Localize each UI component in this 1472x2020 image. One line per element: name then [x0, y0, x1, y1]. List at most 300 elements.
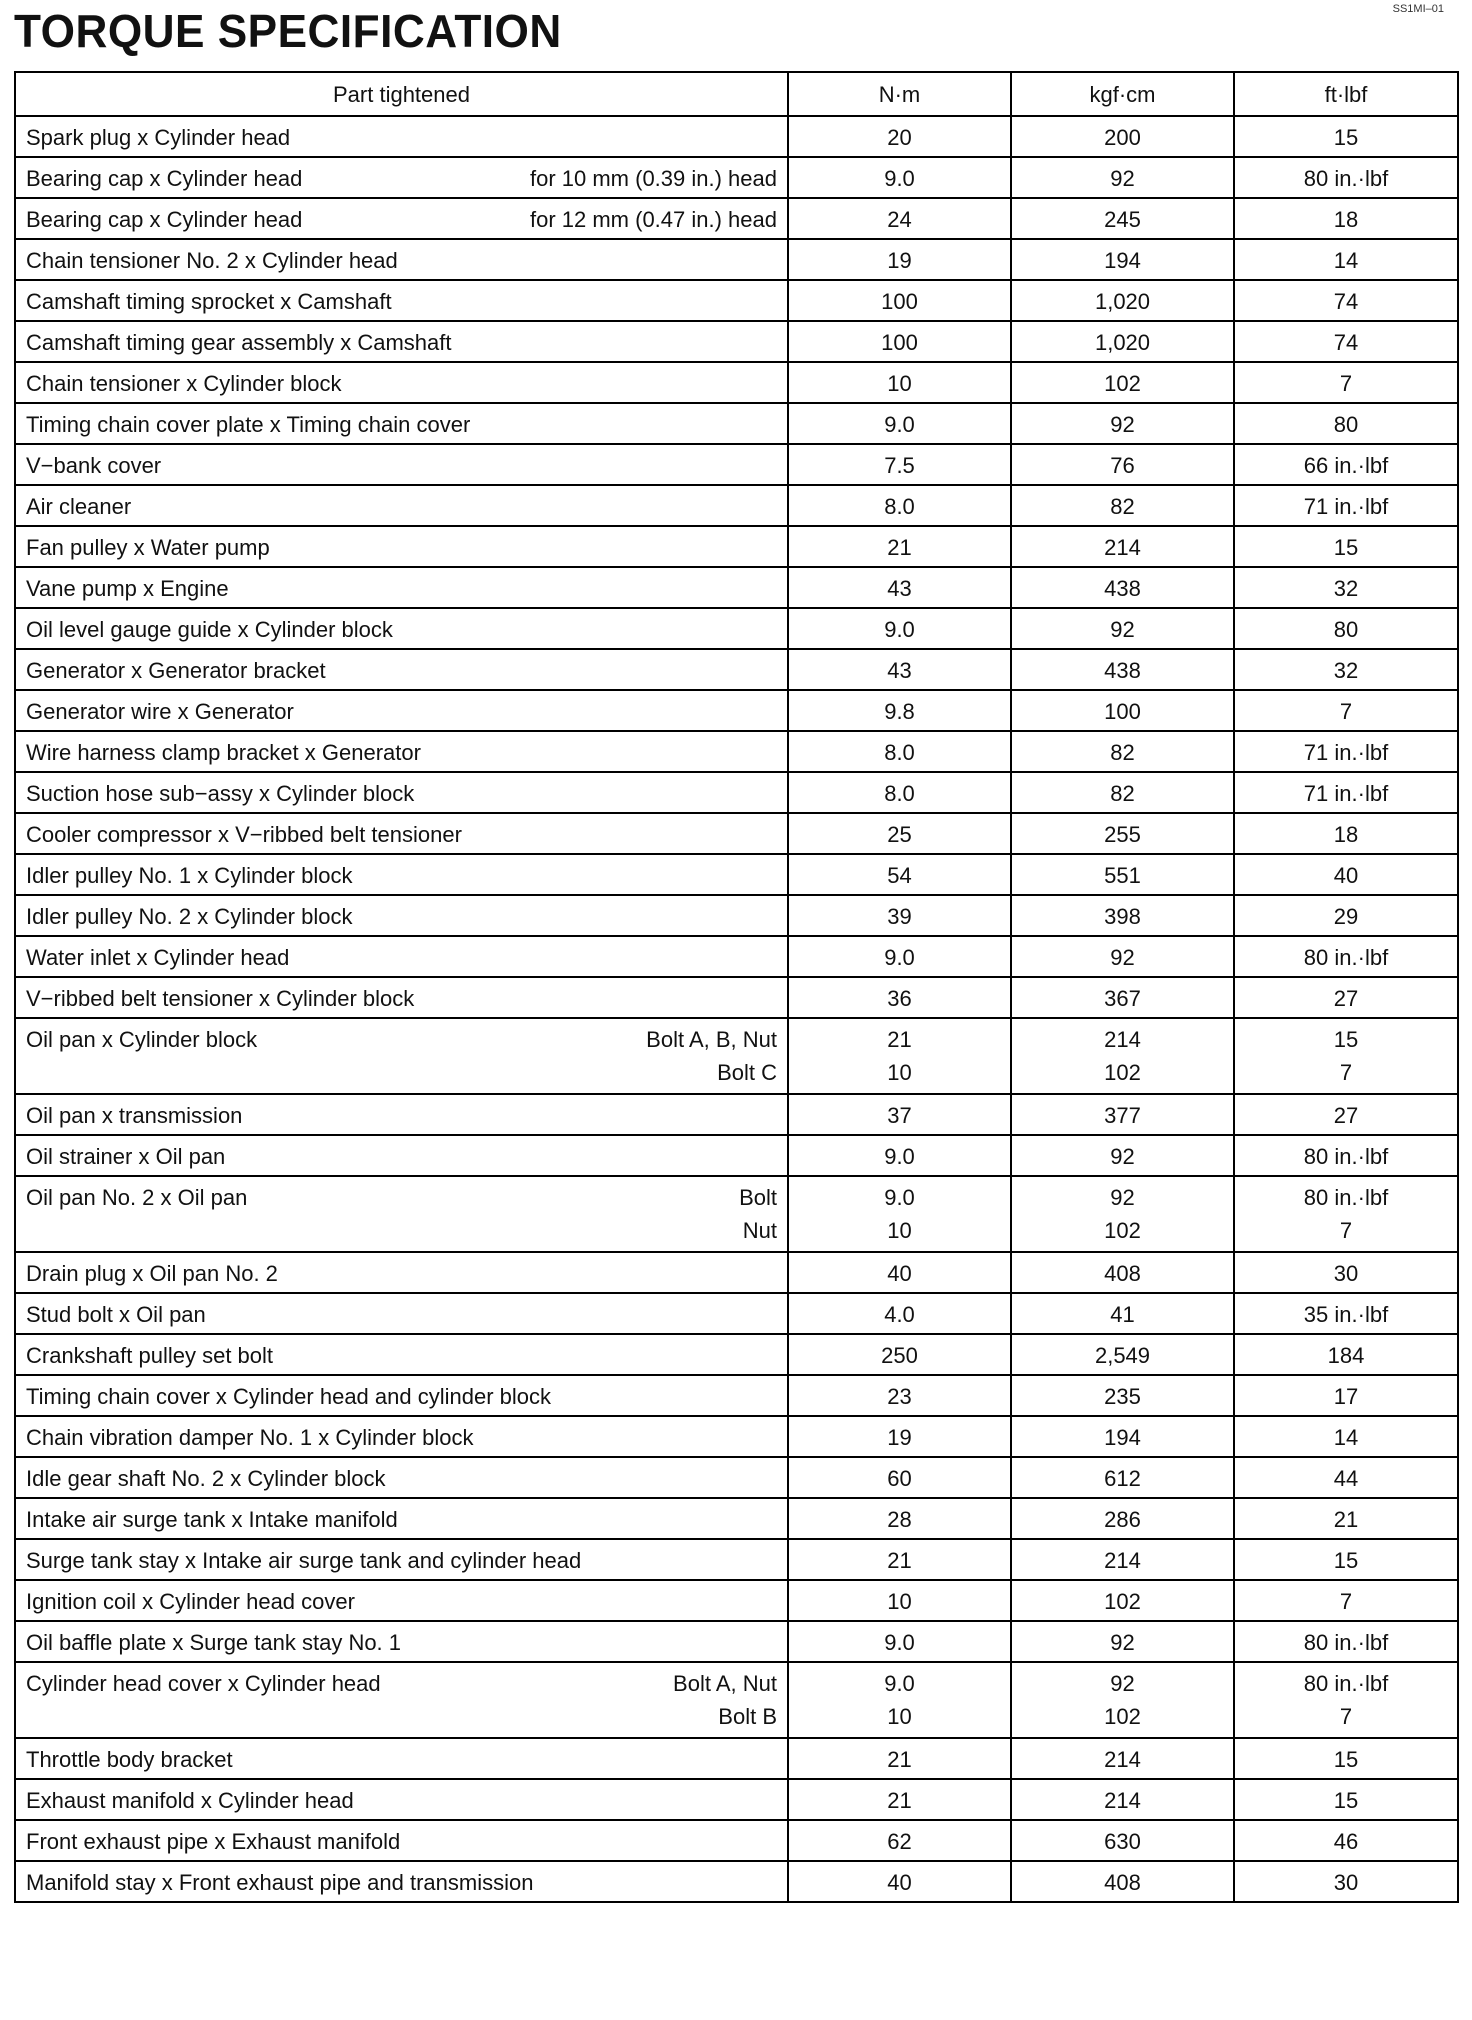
table-row — [15, 1539, 1458, 1580]
kgf-cell — [1011, 731, 1234, 772]
nm-cell — [788, 854, 1011, 895]
ftlbf-cell-value: 71 in.·lbf — [1303, 781, 1389, 806]
table-row — [15, 1252, 1458, 1293]
kgf-cell-value: 82 — [1110, 740, 1135, 765]
part-cell — [15, 1375, 788, 1416]
part-cell — [15, 895, 788, 936]
table-row — [15, 280, 1458, 321]
part-cell — [15, 1539, 788, 1580]
nm-cell-value: 9.8 — [884, 699, 915, 724]
table-row — [15, 608, 1458, 649]
ftlbf-cell-value: 29 — [1333, 904, 1359, 929]
table-row — [15, 1176, 1458, 1252]
kgf-cell — [1011, 1662, 1234, 1738]
part-cell — [15, 1334, 788, 1375]
ftlbf-cell-value: 74 — [1333, 330, 1359, 355]
table-row — [15, 1135, 1458, 1176]
ftlbf-cell — [1234, 1580, 1458, 1621]
nm-cell — [788, 1457, 1011, 1498]
part-cell — [15, 403, 788, 444]
part-note — [739, 1181, 777, 1247]
ftlbf-cell-value: 15 — [1333, 535, 1359, 560]
table-row — [15, 1498, 1458, 1539]
ftlbf-cell — [1234, 649, 1458, 690]
nm-cell-value: 19 — [887, 248, 912, 273]
nm-cell — [788, 1334, 1011, 1375]
kgf-cell-value: 82 — [1110, 781, 1135, 806]
kgf-cell — [1011, 813, 1234, 854]
ftlbf-cell-value: 21 — [1333, 1507, 1359, 1532]
nm-cell — [788, 403, 1011, 444]
kgf-cell-value: 214 — [1104, 535, 1141, 560]
part-name: Bearing cap x Cylinder head — [26, 207, 303, 232]
part-name: Surge tank stay x Intake air surge tank and cylinder head — [26, 1548, 582, 1573]
ftlbf-cell-value: 7 — [1339, 371, 1353, 396]
ftlbf-cell — [1234, 1498, 1458, 1539]
ftlbf-cell — [1234, 280, 1458, 321]
ftlbf-cell — [1234, 198, 1458, 239]
kgf-cell — [1011, 608, 1234, 649]
part-note — [530, 203, 777, 236]
kgf-cell — [1011, 1621, 1234, 1662]
part-cell — [15, 731, 788, 772]
ftlbf-cell — [1234, 485, 1458, 526]
kgf-cell — [1011, 526, 1234, 567]
part-cell — [15, 690, 788, 731]
part-note-line: Bolt A, Nut — [673, 1671, 777, 1696]
kgf-cell-value: 612 — [1104, 1466, 1141, 1491]
nm-cell-value: 37 — [887, 1103, 912, 1128]
kgf-cell — [1011, 198, 1234, 239]
kgf-cell — [1011, 1416, 1234, 1457]
nm-cell — [788, 321, 1011, 362]
part-name: Bearing cap x Cylinder head — [26, 166, 303, 191]
ftlbf-cell — [1234, 895, 1458, 936]
part-note — [530, 162, 777, 195]
kgf-cell-value: 245 — [1104, 207, 1141, 232]
ftlbf-cell-value: 7 — [1339, 1218, 1353, 1243]
ftlbf-cell — [1234, 1662, 1458, 1738]
table-row — [15, 1457, 1458, 1498]
ftlbf-cell-value: 80 in.·lbf — [1303, 166, 1389, 191]
nm-cell — [788, 1580, 1011, 1621]
kgf-cell-value: 102 — [1104, 1704, 1141, 1729]
part-cell — [15, 362, 788, 403]
nm-cell-value: 25 — [887, 822, 912, 847]
table-row — [15, 1094, 1458, 1135]
kgf-cell — [1011, 485, 1234, 526]
ftlbf-cell-value: 27 — [1333, 1103, 1359, 1128]
part-cell — [15, 1738, 788, 1779]
nm-cell — [788, 895, 1011, 936]
table-header-row — [15, 72, 1458, 116]
part-name: Camshaft timing gear assembly x Camshaft — [26, 330, 452, 355]
kgf-cell — [1011, 1820, 1234, 1861]
header-part: Part tightened — [15, 72, 788, 116]
part-name: Chain tensioner x Cylinder block — [26, 371, 342, 396]
ftlbf-cell-value: 15 — [1333, 1027, 1359, 1052]
kgf-cell — [1011, 403, 1234, 444]
nm-cell — [788, 1293, 1011, 1334]
part-name: Oil pan x Cylinder block — [26, 1027, 258, 1052]
torque-table — [14, 71, 1459, 1903]
kgf-cell-value: 398 — [1104, 904, 1141, 929]
kgf-cell-value: 76 — [1110, 453, 1135, 478]
part-cell — [15, 321, 788, 362]
ftlbf-cell-value: 32 — [1333, 576, 1359, 601]
nm-cell-value: 8.0 — [884, 740, 915, 765]
part-cell — [15, 1293, 788, 1334]
ftlbf-cell — [1234, 690, 1458, 731]
kgf-cell — [1011, 321, 1234, 362]
table-row — [15, 403, 1458, 444]
ftlbf-cell-value: 184 — [1327, 1343, 1365, 1368]
ftlbf-cell — [1234, 1135, 1458, 1176]
part-cell — [15, 1252, 788, 1293]
kgf-cell-value: 1,020 — [1094, 289, 1151, 314]
ftlbf-cell — [1234, 1293, 1458, 1334]
ftlbf-cell-value: 18 — [1333, 207, 1359, 232]
part-cell — [15, 444, 788, 485]
nm-cell-value: 36 — [887, 986, 912, 1011]
nm-cell-value: 54 — [887, 863, 912, 888]
ftlbf-cell-value: 74 — [1333, 289, 1359, 314]
ftlbf-cell-value: 80 — [1333, 412, 1359, 437]
part-cell — [15, 485, 788, 526]
ftlbf-cell — [1234, 1252, 1458, 1293]
table-row — [15, 362, 1458, 403]
nm-cell — [788, 690, 1011, 731]
kgf-cell-value: 408 — [1104, 1870, 1141, 1895]
kgf-cell-value: 214 — [1104, 1548, 1141, 1573]
ftlbf-cell-value: 15 — [1333, 125, 1359, 150]
nm-cell-value: 10 — [887, 1218, 912, 1243]
kgf-cell-value: 367 — [1104, 986, 1141, 1011]
part-note — [646, 1023, 777, 1089]
kgf-cell — [1011, 1135, 1234, 1176]
ftlbf-cell-value: 80 in.·lbf — [1303, 1630, 1389, 1655]
table-row — [15, 936, 1458, 977]
part-cell — [15, 239, 788, 280]
kgf-cell-value: 92 — [1110, 1630, 1135, 1655]
nm-cell-value: 43 — [887, 658, 912, 683]
kgf-cell — [1011, 690, 1234, 731]
ftlbf-cell — [1234, 239, 1458, 280]
table-row — [15, 239, 1458, 280]
ftlbf-cell-value: 44 — [1333, 1466, 1359, 1491]
ftlbf-cell — [1234, 1738, 1458, 1779]
table-row — [15, 485, 1458, 526]
part-cell — [15, 1498, 788, 1539]
kgf-cell-value: 214 — [1104, 1027, 1141, 1052]
ftlbf-cell-value: 15 — [1333, 1788, 1359, 1813]
ftlbf-cell-value: 71 in.·lbf — [1303, 494, 1389, 519]
kgf-cell-value: 438 — [1104, 576, 1141, 601]
nm-cell-value: 10 — [887, 1060, 912, 1085]
kgf-cell — [1011, 1539, 1234, 1580]
part-note-line: for 10 mm (0.39 in.) head — [529, 166, 777, 191]
ftlbf-cell-value: 7 — [1339, 1060, 1353, 1085]
part-name: Drain plug x Oil pan No. 2 — [26, 1261, 278, 1286]
table-row — [15, 1621, 1458, 1662]
part-name: V−ribbed belt tensioner x Cylinder block — [26, 986, 415, 1011]
kgf-cell — [1011, 116, 1234, 157]
ftlbf-cell-value: 80 in.·lbf — [1303, 1144, 1389, 1169]
table-row — [15, 854, 1458, 895]
nm-cell — [788, 526, 1011, 567]
kgf-cell-value: 41 — [1110, 1302, 1135, 1327]
ftlbf-cell-value: 32 — [1333, 658, 1359, 683]
part-name: Oil level gauge guide x Cylinder block — [26, 617, 393, 642]
header-kgf: kgf·cm — [1011, 72, 1234, 116]
kgf-cell — [1011, 1252, 1234, 1293]
nm-cell-value: 9.0 — [884, 1671, 915, 1696]
kgf-cell — [1011, 362, 1234, 403]
table-row — [15, 567, 1458, 608]
nm-cell-value: 43 — [887, 576, 912, 601]
kgf-cell — [1011, 1580, 1234, 1621]
kgf-cell-value: 92 — [1110, 1144, 1135, 1169]
ftlbf-cell-value: 7 — [1339, 699, 1353, 724]
nm-cell — [788, 1498, 1011, 1539]
ftlbf-cell-value: 40 — [1333, 863, 1359, 888]
part-name: Intake air surge tank x Intake manifold — [26, 1507, 398, 1532]
part-name: Timing chain cover x Cylinder head and cylinder block — [26, 1384, 551, 1409]
nm-cell-value: 9.0 — [884, 412, 915, 437]
ftlbf-cell — [1234, 157, 1458, 198]
ftlbf-cell-value: 30 — [1333, 1870, 1359, 1895]
nm-cell — [788, 1621, 1011, 1662]
part-cell — [15, 526, 788, 567]
kgf-cell — [1011, 772, 1234, 813]
table-row — [15, 321, 1458, 362]
nm-cell — [788, 608, 1011, 649]
part-name: Generator wire x Generator — [26, 699, 294, 724]
kgf-cell-value: 214 — [1104, 1788, 1141, 1813]
nm-cell — [788, 198, 1011, 239]
nm-cell-value: 9.0 — [884, 1630, 915, 1655]
part-cell — [15, 1018, 788, 1094]
ftlbf-cell-value: 71 in.·lbf — [1303, 740, 1389, 765]
part-name: Oil pan No. 2 x Oil pan — [26, 1185, 248, 1210]
ftlbf-cell-value: 30 — [1333, 1261, 1359, 1286]
nm-cell-value: 9.0 — [884, 1144, 915, 1169]
part-name: Crankshaft pulley set bolt — [26, 1343, 274, 1368]
part-note-line: Bolt — [739, 1185, 777, 1210]
kgf-cell-value: 235 — [1104, 1384, 1141, 1409]
kgf-cell — [1011, 1018, 1234, 1094]
ftlbf-cell — [1234, 1176, 1458, 1252]
kgf-cell — [1011, 1738, 1234, 1779]
ftlbf-cell — [1234, 1416, 1458, 1457]
ftlbf-cell — [1234, 731, 1458, 772]
kgf-cell — [1011, 649, 1234, 690]
nm-cell-value: 21 — [887, 1747, 912, 1772]
nm-cell-value: 40 — [887, 1261, 912, 1286]
ftlbf-cell — [1234, 1018, 1458, 1094]
part-cell — [15, 1176, 788, 1252]
ftlbf-cell-value: 27 — [1333, 986, 1359, 1011]
nm-cell-value: 21 — [887, 1788, 912, 1813]
kgf-cell — [1011, 1334, 1234, 1375]
table-row — [15, 649, 1458, 690]
nm-cell-value: 40 — [887, 1870, 912, 1895]
ftlbf-cell — [1234, 567, 1458, 608]
table-row — [15, 526, 1458, 567]
nm-cell-value: 8.0 — [884, 494, 915, 519]
nm-cell-value: 9.0 — [884, 617, 915, 642]
part-cell — [15, 1580, 788, 1621]
part-cell — [15, 1861, 788, 1902]
part-cell — [15, 649, 788, 690]
nm-cell-value: 9.0 — [884, 166, 915, 191]
kgf-cell-value: 1,020 — [1094, 330, 1151, 355]
part-name: Exhaust manifold x Cylinder head — [26, 1788, 354, 1813]
ftlbf-cell — [1234, 1621, 1458, 1662]
kgf-cell — [1011, 1176, 1234, 1252]
kgf-cell — [1011, 444, 1234, 485]
nm-cell — [788, 444, 1011, 485]
kgf-cell-value: 102 — [1104, 1589, 1141, 1614]
part-cell — [15, 977, 788, 1018]
ftlbf-cell-value: 15 — [1333, 1548, 1359, 1573]
kgf-cell — [1011, 280, 1234, 321]
kgf-cell — [1011, 157, 1234, 198]
ftlbf-cell — [1234, 1779, 1458, 1820]
part-name: Camshaft timing sprocket x Camshaft — [26, 289, 392, 314]
ftlbf-cell-value: 7 — [1339, 1589, 1353, 1614]
part-cell — [15, 1662, 788, 1738]
part-name: Cylinder head cover x Cylinder head — [26, 1671, 381, 1696]
kgf-cell-value: 630 — [1104, 1829, 1141, 1854]
nm-cell-value: 21 — [887, 1027, 912, 1052]
part-cell — [15, 854, 788, 895]
nm-cell — [788, 1176, 1011, 1252]
part-cell — [15, 157, 788, 198]
nm-cell — [788, 116, 1011, 157]
kgf-cell-value: 377 — [1104, 1103, 1141, 1128]
part-name: Wire harness clamp bracket x Generator — [26, 740, 421, 765]
nm-cell-value: 9.0 — [884, 945, 915, 970]
ftlbf-cell — [1234, 1094, 1458, 1135]
nm-cell-value: 19 — [887, 1425, 912, 1450]
nm-cell-value: 39 — [887, 904, 912, 929]
table-row — [15, 116, 1458, 157]
ftlbf-cell — [1234, 1820, 1458, 1861]
nm-cell — [788, 1820, 1011, 1861]
nm-cell — [788, 1662, 1011, 1738]
ftlbf-cell — [1234, 1539, 1458, 1580]
ftlbf-cell-value: 15 — [1333, 1747, 1359, 1772]
kgf-cell-value: 92 — [1110, 1185, 1135, 1210]
table-row — [15, 1861, 1458, 1902]
nm-cell-value: 24 — [887, 207, 912, 232]
ftlbf-cell — [1234, 772, 1458, 813]
ftlbf-cell — [1234, 854, 1458, 895]
part-cell — [15, 1779, 788, 1820]
ftlbf-cell — [1234, 1457, 1458, 1498]
part-name: Cooler compressor x V−ribbed belt tensioner — [26, 822, 462, 847]
part-name: Oil strainer x Oil pan — [26, 1144, 226, 1169]
nm-cell — [788, 280, 1011, 321]
part-note-line: Nut — [742, 1218, 777, 1243]
kgf-cell — [1011, 1861, 1234, 1902]
part-name: Generator x Generator bracket — [26, 658, 326, 683]
ftlbf-cell — [1234, 813, 1458, 854]
nm-cell-value: 250 — [881, 1343, 918, 1368]
part-name: Manifold stay x Front exhaust pipe and transmission — [26, 1870, 534, 1895]
nm-cell — [788, 1539, 1011, 1580]
kgf-cell-value: 214 — [1104, 1747, 1141, 1772]
table-row — [15, 977, 1458, 1018]
part-name: Spark plug x Cylinder head — [26, 125, 291, 150]
kgf-cell-value: 92 — [1110, 166, 1135, 191]
part-name: Chain tensioner No. 2 x Cylinder head — [26, 248, 398, 273]
table-row — [15, 1580, 1458, 1621]
nm-cell — [788, 977, 1011, 1018]
table-row — [15, 1820, 1458, 1861]
part-name: Front exhaust pipe x Exhaust manifold — [26, 1829, 401, 1854]
table-row — [15, 690, 1458, 731]
part-note-line: for 12 mm (0.47 in.) head — [529, 207, 777, 232]
part-name: Air cleaner — [26, 494, 132, 519]
nm-cell-value: 23 — [887, 1384, 912, 1409]
header-nm: N·m — [788, 72, 1011, 116]
nm-cell — [788, 1018, 1011, 1094]
kgf-cell-value: 92 — [1110, 1671, 1135, 1696]
kgf-cell — [1011, 1457, 1234, 1498]
part-name: Throttle body bracket — [26, 1747, 233, 1772]
ftlbf-cell-value: 35 in.·lbf — [1303, 1302, 1389, 1327]
kgf-cell-value: 408 — [1104, 1261, 1141, 1286]
kgf-cell-value: 92 — [1110, 945, 1135, 970]
ftlbf-cell-value: 18 — [1333, 822, 1359, 847]
nm-cell — [788, 813, 1011, 854]
nm-cell — [788, 1738, 1011, 1779]
nm-cell — [788, 649, 1011, 690]
nm-cell-value: 21 — [887, 1548, 912, 1573]
table-row — [15, 1779, 1458, 1820]
part-cell — [15, 1457, 788, 1498]
table-row — [15, 1293, 1458, 1334]
part-cell — [15, 1621, 788, 1662]
ftlbf-cell — [1234, 403, 1458, 444]
document-code: SS1MI–01 — [1392, 3, 1444, 15]
nm-cell — [788, 485, 1011, 526]
nm-cell-value: 21 — [887, 535, 912, 560]
part-name: Water inlet x Cylinder head — [26, 945, 290, 970]
ftlbf-cell — [1234, 1861, 1458, 1902]
part-name: Vane pump x Engine — [26, 576, 229, 601]
part-cell — [15, 567, 788, 608]
kgf-cell-value: 438 — [1104, 658, 1141, 683]
nm-cell-value: 10 — [887, 1704, 912, 1729]
ftlbf-cell — [1234, 526, 1458, 567]
kgf-cell-value: 286 — [1104, 1507, 1141, 1532]
part-cell — [15, 1094, 788, 1135]
part-name: Idler pulley No. 1 x Cylinder block — [26, 863, 353, 888]
part-cell — [15, 813, 788, 854]
nm-cell-value: 20 — [887, 125, 912, 150]
nm-cell — [788, 1375, 1011, 1416]
ftlbf-cell-value: 80 in.·lbf — [1303, 945, 1389, 970]
table-row — [15, 198, 1458, 239]
kgf-cell — [1011, 977, 1234, 1018]
nm-cell-value: 8.0 — [884, 781, 915, 806]
part-name: Oil baffle plate x Surge tank stay No. 1 — [26, 1630, 402, 1655]
table-row — [15, 731, 1458, 772]
part-name: Timing chain cover plate x Timing chain cover — [26, 412, 471, 437]
